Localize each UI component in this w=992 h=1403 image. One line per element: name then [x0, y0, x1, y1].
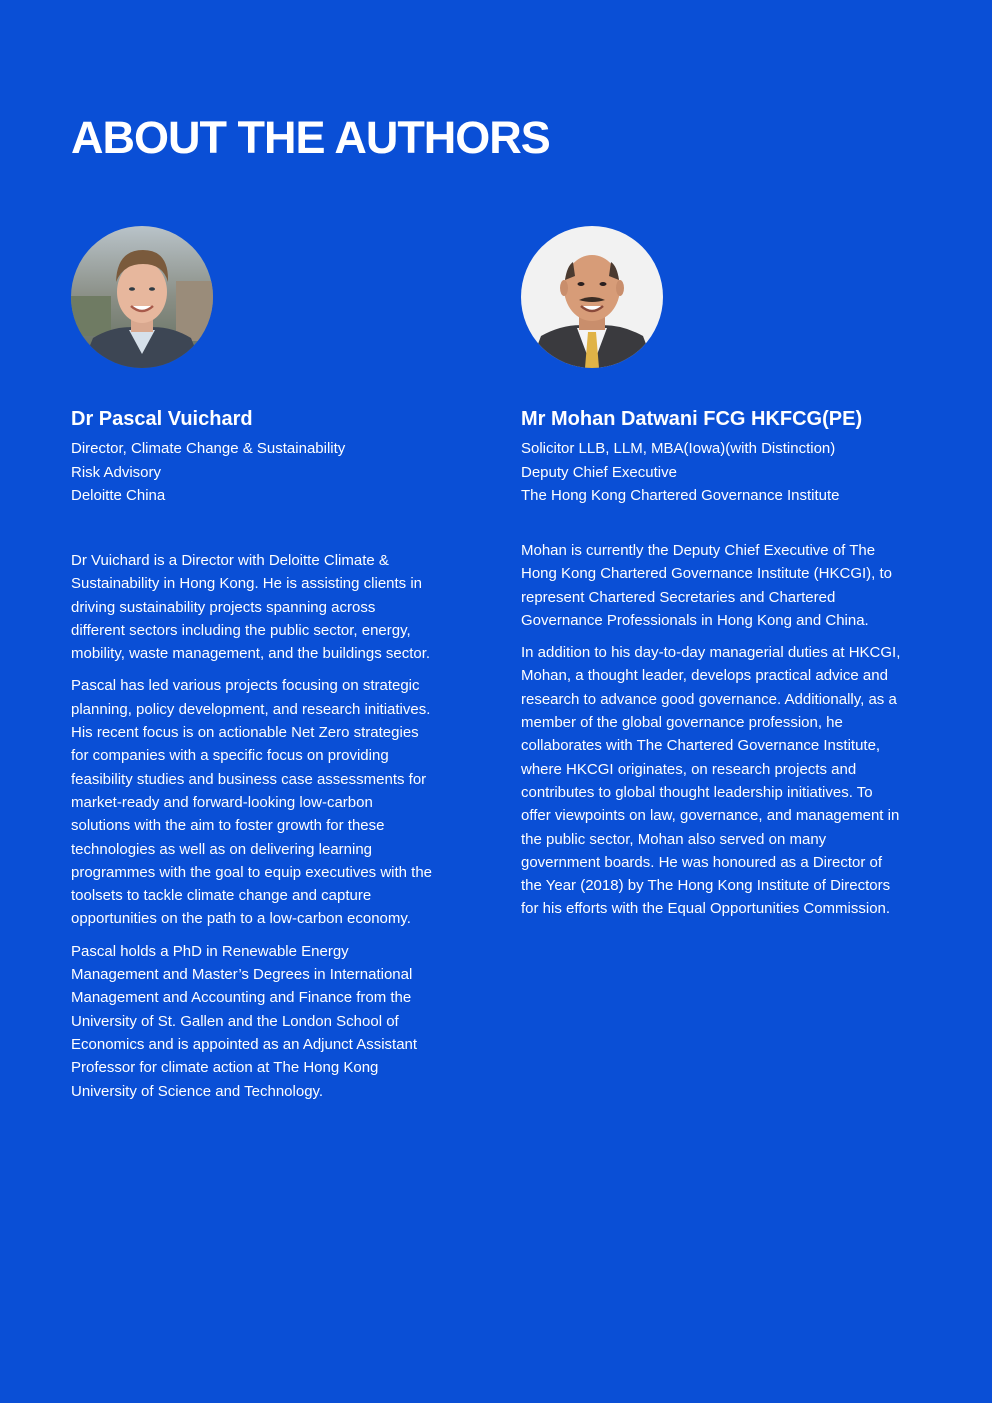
- author-bio: [521, 539, 901, 930]
- person-photo-icon: [71, 226, 213, 368]
- author-role-line: Deloitte China: [71, 487, 166, 504]
- author-photo: [71, 226, 213, 368]
- author-role-line: Director, Climate Change & Sustainability: [71, 440, 346, 457]
- author-name: Dr Pascal Vuichard: [71, 408, 253, 430]
- bio-paragraph: Pascal holds a PhD in Renewable Energy Management and Master’s Degrees in International Management and Accounting and Finance from the University of St. Gallen and the London School of Economics and is appointed as an Adjunct Assistant Professor for climate action at The Hong Kong University of Science and Technology.: [71, 942, 418, 1100]
- author-roles: [71, 437, 345, 508]
- bio-paragraph: Mohan is currently the Deputy Chief Executive of The Hong Kong Chartered Governance Institute (HKCGI), to represent Chartered Secretaries and Chartered Governance Professionals in Hong Kong and China.: [521, 542, 893, 629]
- bio-paragraph: In addition to his day-to-day managerial duties at HKCGI, Mohan, a thought leader, develops practical advice and research to advance good governance. Additionally, as a member of the global governance profession, he collaborates with The Chartered Governance Institute, where HKCGI originates, on research projects and contributes to global thought leadership initiatives. To offer viewpoints on law, governance, and management in the public sector, Mohan also served on many government boards. He was honoured as a Director of the Year (2018) by The Hong Kong Institute of Directors for his efforts with the Equal Opportunities Commission.: [521, 644, 901, 918]
- page-title: ABOUT THE AUTHORS: [71, 112, 550, 163]
- author-card-pascal-vuichard: [71, 226, 433, 1100]
- author-card-mohan-datwani: [521, 226, 901, 918]
- author-name: Mr Mohan Datwani FCG HKFCG(PE): [521, 408, 863, 430]
- author-roles: [521, 437, 840, 508]
- bio-paragraph: Dr Vuichard is a Director with Deloitte Climate & Sustainability in Hong Kong. He is assisting clients in driving sustainability projects spanning across different sectors including the public sector, energy, mobility, waste management, and the buildings sector.: [71, 552, 431, 663]
- author-bio: [71, 549, 433, 1112]
- author-photo: [521, 226, 663, 368]
- author-role-line: Deputy Chief Executive: [521, 463, 677, 481]
- bio-paragraph: Pascal has led various projects focusing on strategic planning, policy development, and research initiatives. His recent focus is on actionable Net Zero strategies for companies with a specific focus on providing feasibility studies and business case assessments for market-ready and forward-looking low-carbon solutions with the aim to foster growth for these technologies as well as on delivering learning programmes with the goal to equip executives with the toolsets to tackle climate change and capture opportunities on the path to a low-carbon economy.: [71, 677, 433, 928]
- author-role-line: Risk Advisory: [71, 463, 162, 481]
- person-photo-icon: [521, 226, 663, 368]
- author-role-line: The Hong Kong Chartered Governance Institute: [521, 487, 840, 504]
- author-role-line: Solicitor LLB, LLM, MBA(Iowa)(with Distinction): [521, 440, 836, 457]
